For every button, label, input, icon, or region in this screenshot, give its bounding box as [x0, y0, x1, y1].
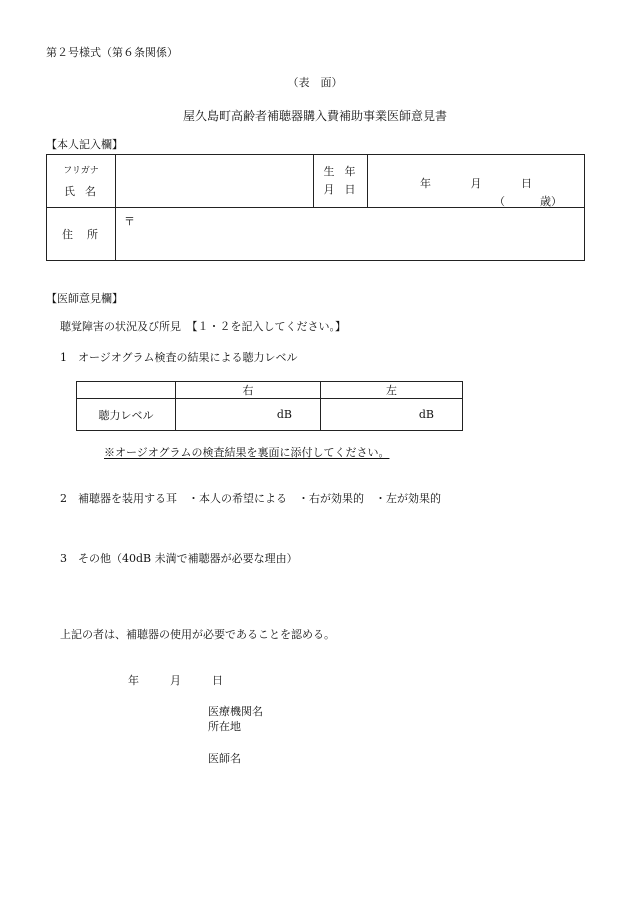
- hearing-table-corner: [77, 382, 176, 399]
- month-label: 月: [470, 177, 482, 190]
- doctor-section-heading: 【医師意見欄】: [46, 292, 123, 305]
- signature-month: 月: [170, 674, 181, 687]
- birth-date-cell[interactable]: [368, 155, 585, 208]
- hearing-level-label: 聴力レベル: [77, 399, 176, 431]
- birth-label-bottom: 月日: [323, 183, 366, 196]
- birth-label-cell: [314, 155, 368, 208]
- audiogram-note: ※オージオグラムの検査結果を裏面に添付してください。: [104, 446, 390, 459]
- right-ear-db[interactable]: dB: [176, 399, 321, 431]
- day-label: 日: [521, 177, 532, 190]
- institution-label: 医療機関名: [208, 705, 263, 718]
- doctor-name-label: 医師名: [208, 752, 241, 765]
- item-1-heading: 1 オージオグラム検査の結果による聴力レベル: [60, 351, 298, 364]
- form-number: 第２号様式（第６条関係）: [46, 46, 178, 59]
- left-ear-db[interactable]: dB: [321, 399, 463, 431]
- year-label: 年: [420, 177, 431, 190]
- age-open: （: [494, 195, 505, 208]
- postal-mark: 〒: [124, 215, 135, 228]
- applicant-table: [46, 154, 585, 261]
- side-label: （表 面）: [287, 76, 343, 89]
- birth-label-top: 生年: [323, 165, 366, 179]
- name-label: 氏名: [64, 185, 106, 198]
- age-close: 歳）: [540, 195, 562, 208]
- right-ear-header: 右: [176, 382, 321, 399]
- certification-text: 上記の者は、補聴器の使用が必要であることを認める。: [60, 628, 335, 641]
- signature-year: 年: [128, 674, 139, 687]
- signature-date: [128, 675, 223, 686]
- name-input-cell[interactable]: [116, 155, 314, 208]
- item-3-heading: 3 その他（40dB 未満で補聴器が必要な理由）: [60, 552, 298, 565]
- name-label-cell: [47, 155, 116, 208]
- applicant-section-heading: 【本人記入欄】: [46, 138, 123, 151]
- location-label: 所在地: [208, 720, 241, 733]
- birth-date-line: [368, 175, 584, 191]
- address-input-cell[interactable]: [116, 208, 585, 261]
- findings-intro: 聴覚障害の状況及び所見 【１・２を記入してください。】: [60, 320, 346, 333]
- page-title: 屋久島町高齢者補聴器購入費補助事業医師意見書: [182, 109, 447, 123]
- address-label: 住所: [62, 228, 112, 241]
- hearing-level-table: [76, 381, 463, 431]
- furigana-label: フリガナ: [63, 166, 99, 176]
- address-label-cell: [47, 208, 116, 261]
- left-ear-header: 左: [321, 382, 463, 399]
- item-2-heading: 2 補聴器を装用する耳 ・本人の希望による ・右が効果的 ・左が効果的: [60, 492, 441, 505]
- signature-day: 日: [212, 674, 223, 687]
